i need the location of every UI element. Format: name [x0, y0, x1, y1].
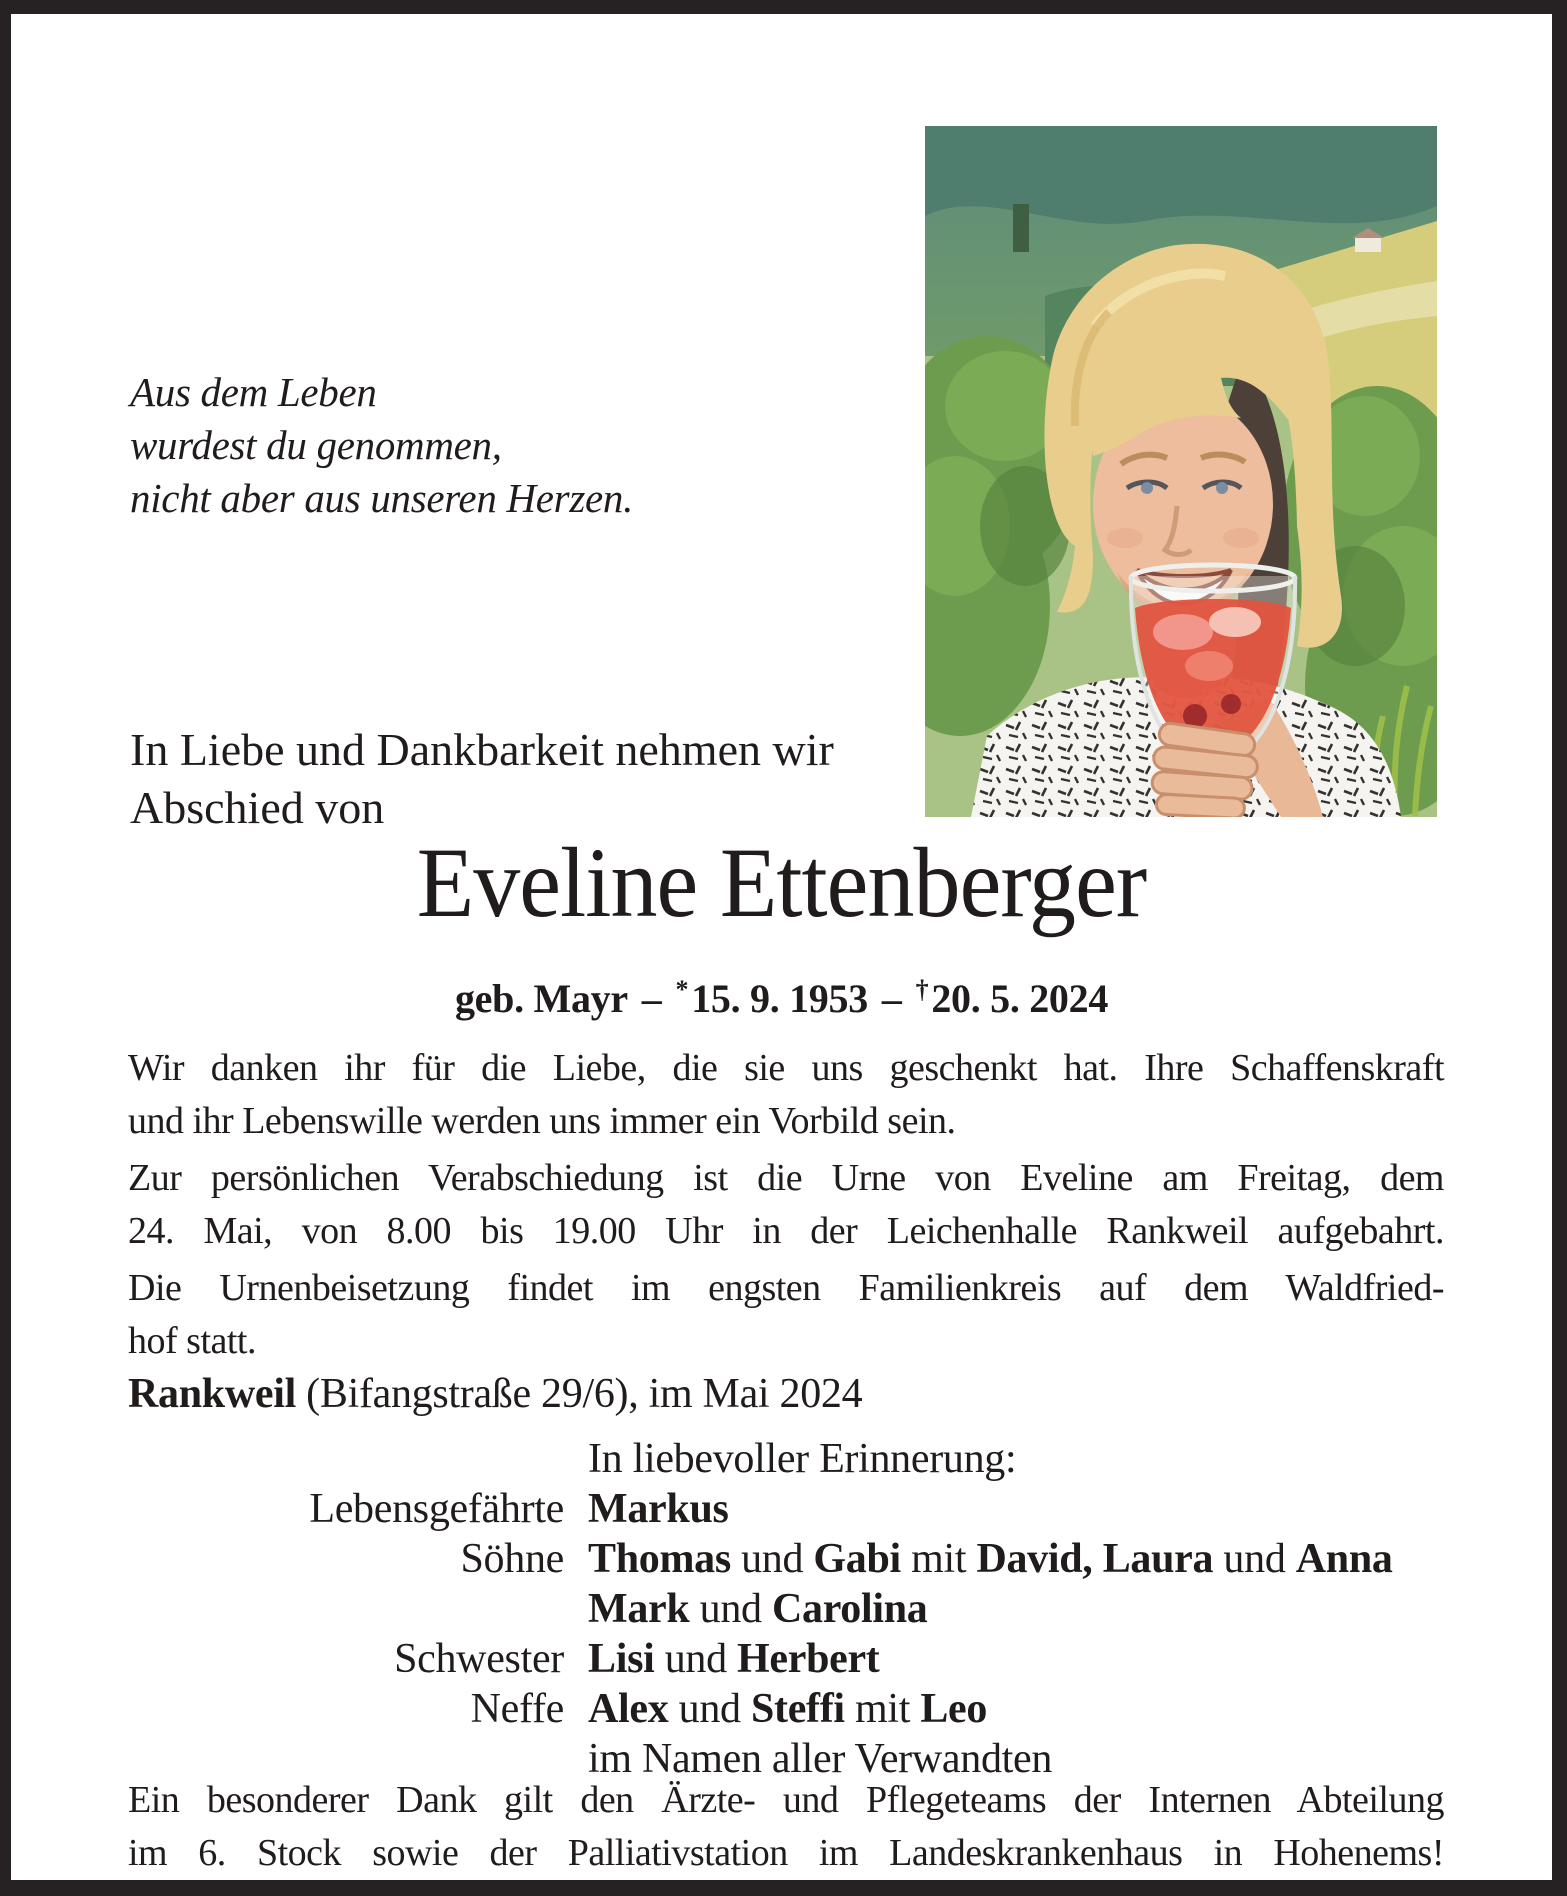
connector-text: mit: [900, 1536, 977, 1582]
portrait-illustration: [925, 126, 1437, 817]
family-name: Mark: [588, 1586, 690, 1632]
portrait-photo: [925, 126, 1437, 817]
intro-text: [130, 721, 834, 837]
memorial-list: [128, 1434, 1393, 1784]
birth-date: 15. 9. 1953: [691, 976, 868, 1021]
family-name: Herbert: [737, 1636, 880, 1682]
memorial-row: [128, 1584, 1393, 1634]
memorial-row: [128, 1484, 1393, 1534]
place-name: Rankweil: [128, 1371, 296, 1417]
text-line: Zur persönlichen Verabschiedung ist die Urne von Eveline am Freitag, dem: [128, 1157, 1444, 1199]
family-name: Anna: [1295, 1536, 1393, 1582]
family-name: David, Laura: [976, 1536, 1214, 1582]
memorial-row: [128, 1434, 1393, 1484]
connector-text: mit: [844, 1686, 921, 1732]
text-line: und ihr Lebenswille werden uns immer ein Vorbild sein.: [128, 1100, 956, 1142]
place-date-line: [128, 1370, 862, 1418]
family-name: Leo: [920, 1686, 988, 1732]
relation-label: Schwester: [394, 1636, 564, 1682]
text-line: im 6. Stock sowie der Palliativstation im Landeskrankenhaus in Hohenems!: [128, 1832, 1444, 1874]
connector-text: und: [730, 1536, 814, 1582]
family-name: Carolina: [771, 1586, 928, 1632]
life-dates: [11, 976, 1552, 1022]
family-name: Alex: [588, 1686, 669, 1732]
intro-line: Abschied von: [130, 782, 385, 833]
relation-names: [588, 1684, 987, 1734]
quote-line: nicht aber aus unseren Herzen.: [130, 475, 634, 521]
deceased-name: Eveline Ettenberger: [416, 827, 1147, 938]
text-line: Ein besonderer Dank gilt den Ärzte- und Pflegeteams der Internen Abteilung: [128, 1779, 1444, 1821]
birth-star-symbol: *: [675, 974, 689, 1004]
relation-label: Lebensgefährte: [309, 1486, 564, 1532]
text-line: 24. Mai, von 8.00 bis 19.00 Uhr in der Leichenhalle Rankweil aufgebahrt.: [128, 1210, 1444, 1252]
family-name: Gabi: [813, 1536, 901, 1582]
obituary-page: [11, 14, 1552, 1880]
paragraph-burial: [128, 1262, 1444, 1368]
text-line: Wir danken ihr für die Liebe, die sie uns geschenkt hat. Ihre Schaffenskraft: [128, 1047, 1444, 1089]
relation-label: [128, 1434, 564, 1484]
paragraph-gratitude: [128, 1042, 1444, 1148]
family-name: Thomas: [588, 1536, 731, 1582]
relation-label: Neffe: [470, 1686, 564, 1732]
memorial-row: [128, 1684, 1393, 1734]
paragraph-thanks: [128, 1774, 1444, 1880]
death-date: 20. 5. 2024: [931, 976, 1109, 1021]
family-name: Steffi: [750, 1686, 845, 1732]
separator: –: [641, 976, 662, 1021]
relation-names: [588, 1634, 880, 1684]
connector-text: und: [668, 1686, 751, 1732]
quote-line: wurdest du genommen,: [130, 422, 502, 468]
separator: –: [881, 976, 902, 1021]
family-name: Markus: [588, 1486, 729, 1532]
connector-text: und: [654, 1636, 738, 1682]
relation-names: [588, 1484, 729, 1534]
memorial-row: [128, 1634, 1393, 1684]
death-cross-symbol: †: [915, 974, 929, 1004]
relation-names: [588, 1584, 927, 1634]
relation-label: [128, 1584, 564, 1634]
intro-line: In Liebe und Dankbarkeit nehmen wir: [130, 724, 834, 775]
relation-names: [588, 1434, 1016, 1484]
text-line: Die Urnenbeisetzung findet im engsten Familienkreis auf dem Waldfried-: [128, 1267, 1444, 1309]
connector-text: im Namen aller Verwandten: [588, 1736, 1053, 1782]
connector-text: und: [689, 1586, 772, 1632]
quote-line: Aus dem Leben: [130, 369, 377, 415]
memorial-row: [128, 1534, 1393, 1584]
relation-names: [588, 1534, 1393, 1584]
family-name: Lisi: [588, 1636, 655, 1682]
opening-quote: [130, 366, 633, 525]
connector-text: In liebevoller Erinnerung:: [588, 1436, 1017, 1482]
maiden-name: geb. Mayr: [454, 976, 628, 1021]
text-line: hof statt.: [128, 1320, 256, 1362]
paragraph-farewell: [128, 1152, 1444, 1258]
relation-label: Söhne: [460, 1536, 564, 1582]
connector-text: und: [1213, 1536, 1296, 1582]
place-rest: (Bifangstraße 29/6), im Mai 2024: [295, 1371, 863, 1417]
